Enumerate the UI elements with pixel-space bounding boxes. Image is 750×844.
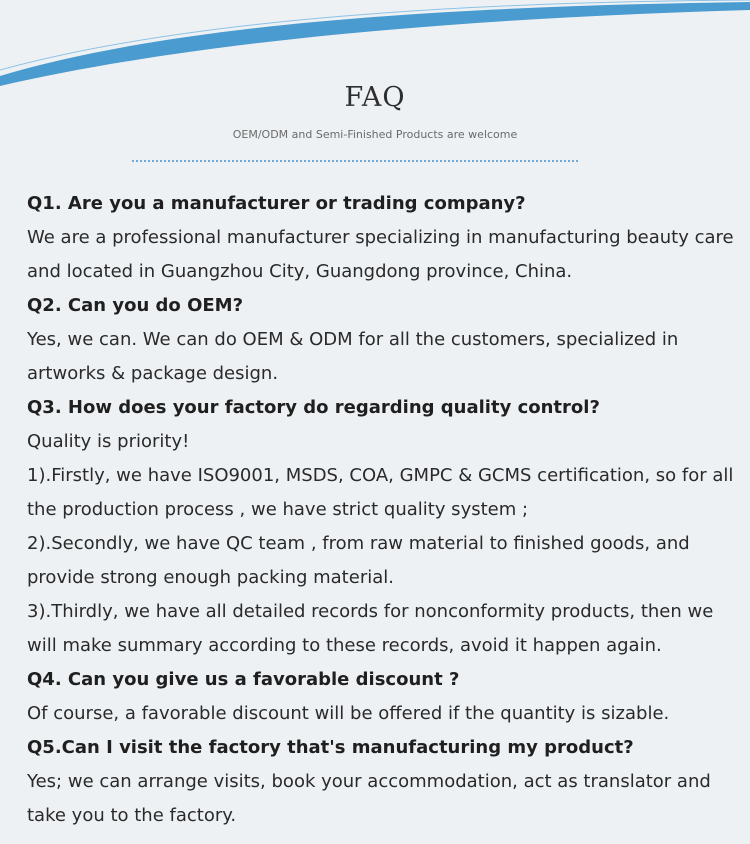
faq-answer-line: Yes, we can. We can do OEM & ODM for all the customers, specialized in [27, 329, 679, 350]
faq-question-2: Q2. Can you do OEM? [27, 295, 244, 316]
faq-answer-line: Of course, a favorable discount will be offered if the quantity is sizable. [27, 703, 670, 724]
faq-answer-line: take you to the factory. [27, 805, 237, 826]
faq-answer-line: artworks & package design. [27, 363, 279, 384]
faq-question-5: Q5.Can I visit the factory that's manufacturing my product? [27, 737, 634, 758]
faq-answer-line: We are a professional manufacturer specializing in manufacturing beauty care [27, 227, 734, 248]
faq-answer-line: will make summary according to these records, avoid it happen again. [27, 635, 662, 656]
header-swoosh-decoration [0, 0, 750, 90]
faq-question-1: Q1. Are you a manufacturer or trading company? [27, 193, 526, 214]
faq-answer-line: and located in Guangzhou City, Guangdong province, China. [27, 261, 573, 282]
faq-list [27, 187, 737, 833]
faq-answer-line: provide strong enough packing material. [27, 567, 394, 588]
dotted-divider [132, 158, 580, 164]
faq-answer-line: the production process , we have strict quality system ; [27, 499, 529, 520]
faq-answer-line: Quality is priority! [27, 431, 190, 452]
faq-answer-line: 3).Thirdly, we have all detailed records for nonconformity products, then we [27, 601, 714, 622]
faq-answer-line: Yes; we can arrange visits, book your accommodation, act as translator and [27, 771, 711, 792]
faq-answer-line: 2).Secondly, we have QC team , from raw material to finished goods, and [27, 533, 690, 554]
page-title: FAQ [344, 82, 406, 113]
page-subtitle: OEM/ODM and Semi-Finished Products are welcome [232, 128, 518, 141]
faq-question-3: Q3. How does your factory do regarding quality control? [27, 397, 600, 418]
faq-answer-line: 1).Firstly, we have ISO9001, MSDS, COA, GMPC & GCMS certification, so for all [27, 465, 734, 486]
faq-question-4: Q4. Can you give us a favorable discount ? [27, 669, 460, 690]
